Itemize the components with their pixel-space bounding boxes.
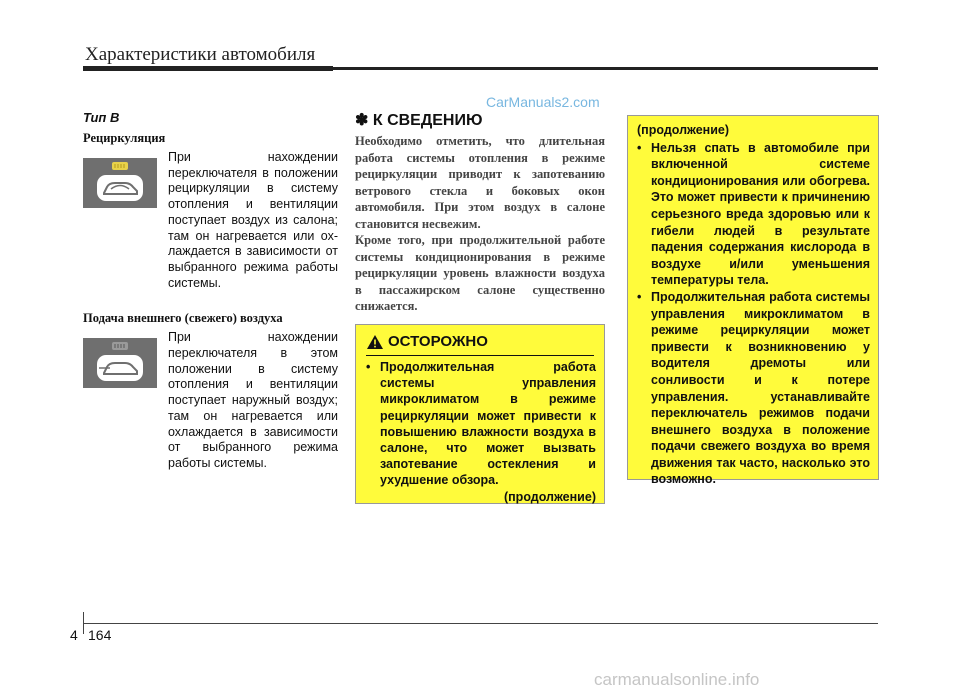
footer-rule (83, 623, 878, 624)
caution-continued: (продолжение) (503, 489, 596, 504)
caution-rule (366, 355, 594, 356)
warning-triangle-icon (366, 334, 384, 350)
continued-bullet-1: • Нельзя спать в автомобиле при включенной системе кондиционирования или обогрева. Это может привести к причинению серьезного вреда здоровью или к гибели людей в результате падения содержания кислорода в воздухе и/или уменьшения температуры тела. (637, 140, 870, 288)
page-number: 164 (88, 627, 112, 643)
caution-title: ОСТОРОЖНО (388, 333, 488, 350)
caution-bullet: • Продолжительная работа системы управления микроклиматом в режиме рециркуляции может привести к повышению влажности воздуха в салоне, что может вызвать запотевание остекления и ухудшение обзора. (366, 360, 596, 488)
note-paragraph-1: Необходимо отметить, что длительная работа системы отопления в режиме рециркуляции приводит к запотеванию ветрового стекла и боковых окон автомобиля. При этом воздух в салоне становится несвежим. (355, 134, 605, 231)
caution-body (366, 359, 596, 505)
recirculation-heading: Рециркуляция (83, 131, 166, 145)
left-column (83, 110, 338, 472)
footer-divider (83, 612, 84, 634)
fresh-air-heading: Подача внешнего (свежего) воздуха (83, 311, 283, 326)
section-title: Характеристики автомобиля (85, 44, 316, 65)
continued-title: (продолжение) (637, 123, 730, 137)
continued-bullet-2-text: Продолжительная работа системы управления микроклиматом в режиме рециркуляции может привести к возникновению у водителя дремоты или сонливости и к потере управления. устанавливайте переключатель режимов подачи внешнего воздуха в положение подачи свежего воздуха во время движения так часто, насколько это возможно. (651, 289, 870, 487)
caution-box (355, 324, 605, 504)
chapter-number: 4 (70, 627, 78, 643)
recirculation-button-icon (83, 158, 157, 208)
note-heading: ✽ К СВЕДЕНИЮ (355, 112, 483, 129)
note-section (355, 110, 605, 315)
continued-bullet-2: • Продолжительная работа системы управления микроклиматом в режиме рециркуляции может привести к возникновению у водителя дремоты или сонливости и к потере управления. устанавливайте переключатель режимов подачи внешнего воздуха в положение подачи свежего воздуха во время движения так часто, насколько это возможно. (637, 289, 870, 487)
fresh-air-block (83, 330, 338, 471)
header-rule-accent (83, 66, 333, 71)
watermark: CarManuals2.com (486, 94, 600, 110)
continued-warning-box (627, 115, 879, 487)
type-label: Тип B (83, 110, 120, 125)
note-paragraph-2: Кроме того, при продолжительной работе системы кондиционирования в режиме рециркуляции уровень влажности воздуха в пассажирском салоне существенно снижается. (355, 233, 605, 313)
caution-bullet-text: Продолжительная работа системы управления микроклиматом в режиме рециркуляции может привести к повышению влажности воздуха в салоне, что может вызвать запотевание остекления и ухудшение обзора. (380, 360, 596, 488)
recirculation-block (83, 150, 338, 291)
bottom-watermark: carmanualsonline.info (594, 670, 760, 689)
continued-bullet-1-text: Нельзя спать в автомобиле при включенной системе кондиционирования или обогрева. Это может привести к причинению серьезного вреда здоровью или к гибели людей в результате падения содержания кислорода в воздухе и/или уменьшения температуры тела. (651, 140, 870, 288)
fresh-air-button-icon (83, 338, 157, 388)
fresh-air-text: При нахождении переключателя в этом положении в систему отопления и вентиляции поступает наружный воздух; там он нагревается или охлаждается в зависимости от выбранного режима работы системы. (168, 330, 338, 470)
recirculation-text: При нахождении переключателя в положении рециркуляции в систему отопления и вентиляции поступает воздух из салона; там он нагревается или ох-лаждается в зависимости от выбранного режима работы системы. (168, 150, 338, 290)
caution-header (366, 333, 488, 353)
